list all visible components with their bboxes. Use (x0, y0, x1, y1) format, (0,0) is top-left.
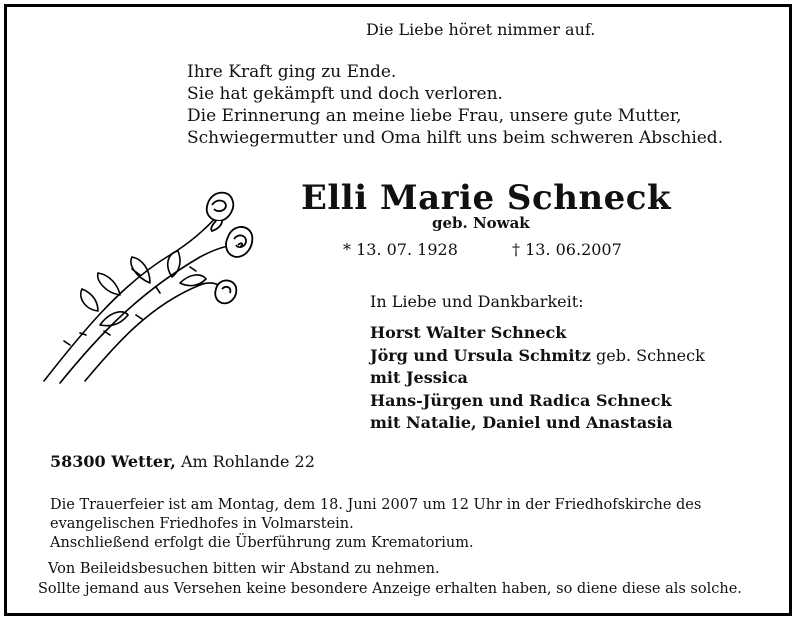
intro-text (187, 61, 723, 149)
intro-line: Sie hat gekämpft und doch verloren. (187, 84, 503, 104)
birth-date: * 13. 07. 1928 (343, 240, 458, 259)
mourner-name: Jörg und Ursula Schmitz (370, 345, 591, 365)
ceremony-line: Die Trauerfeier ist am Montag, dem 18. Juni 2007 um 12 Uhr in der Friedhofskirche des (50, 497, 702, 513)
address-street: Am Rohlande 22 (175, 452, 315, 471)
mourner-suffix: geb. Schneck (590, 345, 705, 365)
thanks-line: In Liebe und Dankbarkeit: (370, 292, 584, 311)
deceased-name-text: Elli Marie Schneck (300, 178, 672, 218)
intro-line: Die Erinnerung an meine liebe Frau, unsere gute Mutter, (187, 106, 682, 126)
mourner-line (370, 367, 705, 390)
ceremony-line: evangelischen Friedhofes in Volmarstein. (50, 516, 354, 532)
notice (38, 559, 742, 599)
intro-line: Schwiegermutter und Oma hilft uns beim schweren Abschied. (187, 128, 724, 148)
mourner-name: mit Natalie, Daniel und Anastasia (370, 413, 673, 432)
notice-line: Sollte jemand aus Versehen keine besondere Anzeige erhalten haben, so diene diese als solche. (38, 581, 742, 597)
roses-icon (40, 185, 255, 385)
mourner-line (370, 412, 705, 435)
ceremony-line: Anschließend erfolgt die Überführung zum Krematorium. (50, 535, 474, 551)
born-name: geb. Nowak (432, 214, 530, 232)
notice-line: Von Beileidsbesuchen bitten wir Abstand zu nehmen. (48, 561, 440, 577)
intro-line: Ihre Kraft ging zu Ende. (187, 62, 397, 82)
mourner-line (370, 345, 705, 368)
ceremony-info (50, 496, 701, 553)
mourner-name: Hans-Jürgen und Radica Schneck (370, 390, 672, 410)
address-city: 58300 Wetter, (50, 452, 176, 471)
mourner-name: Horst Walter Schneck (370, 323, 567, 342)
mourner-line (370, 390, 705, 413)
death-date: † 13. 06.2007 (512, 240, 622, 259)
address (50, 452, 315, 471)
mourner-name: mit Jessica (370, 368, 468, 387)
motto: Die Liebe höret nimmer auf. (366, 20, 596, 39)
mourners-list (370, 322, 705, 435)
mourner-line (370, 322, 705, 345)
